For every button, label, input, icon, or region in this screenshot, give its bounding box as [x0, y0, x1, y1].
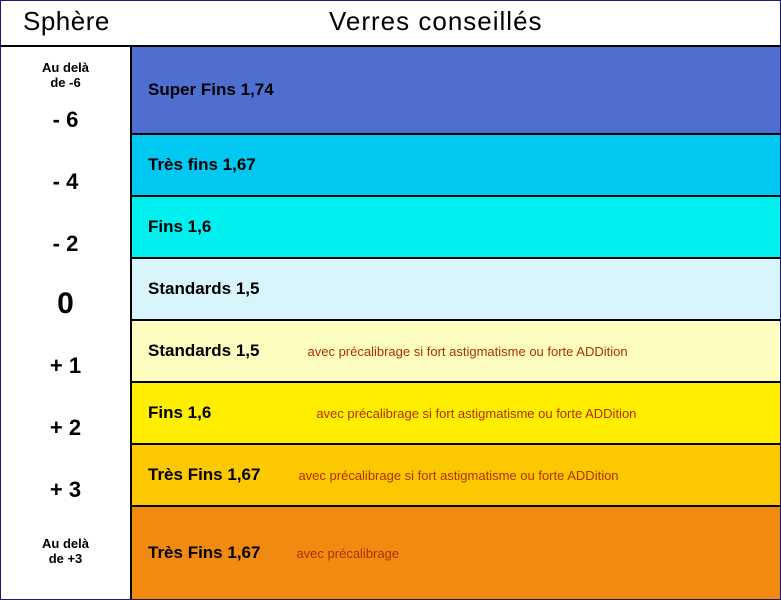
lens-row: [132, 445, 780, 507]
sphere-scale-mark: [1, 287, 130, 322]
lens-row: [132, 507, 780, 599]
sphere-scale-mark: [1, 61, 130, 91]
lens-rows-column: [132, 45, 780, 599]
lens-row-note: avec précalibrage: [296, 545, 400, 561]
sphere-scale-column: [1, 45, 132, 599]
lens-row-label: Standards 1,5: [148, 341, 260, 360]
sphere-scale-value: - 4: [52, 169, 79, 194]
sphere-scale-value: + 3: [49, 477, 82, 502]
lens-row: [132, 259, 780, 321]
sphere-scale-value: 0: [57, 287, 74, 320]
lens-row: [132, 47, 780, 135]
sphere-column-title: Sphère: [23, 6, 110, 36]
lens-row: [132, 383, 780, 445]
lens-row-note: avec précalibrage si fort astigmatisme ou forte ADDition: [307, 343, 628, 359]
lens-row-label: Fins 1,6: [148, 403, 212, 422]
sphere-scale-value: + 2: [49, 415, 82, 440]
lens-row-note: avec précalibrage si fort astigmatisme ou forte ADDition: [298, 467, 619, 483]
lens-row: [132, 321, 780, 383]
chart-body: [1, 45, 780, 599]
page-title: Verres conseillés: [329, 6, 543, 36]
lens-row-label: Très fins 1,67: [148, 155, 256, 174]
sphere-scale-value: - 2: [52, 231, 79, 256]
sphere-scale-value-second-line: de -6: [50, 74, 81, 90]
sphere-scale-mark: [1, 107, 130, 132]
sphere-scale-value: + 1: [49, 353, 82, 378]
lens-row: [132, 197, 780, 259]
lens-row-label: Super Fins 1,74: [148, 80, 274, 99]
lens-row-label: Fins 1,6: [148, 217, 212, 236]
lens-row: [132, 135, 780, 197]
sphere-scale-mark: [1, 231, 130, 256]
sphere-scale-mark: [1, 537, 130, 567]
chart-header: [1, 1, 780, 45]
sphere-scale-value-second-line: de +3: [48, 550, 83, 566]
sphere-scale-value: Au delà: [42, 536, 89, 551]
lens-row-label: Très Fins 1,67: [148, 465, 261, 484]
sphere-scale-value: Au delà: [42, 60, 89, 75]
sphere-scale-value: - 6: [52, 107, 79, 132]
sphere-scale-mark: [1, 415, 130, 440]
lens-row-label: Standards 1,5: [148, 279, 260, 298]
sphere-scale-mark: [1, 477, 130, 502]
sphere-scale-mark: [1, 169, 130, 194]
lens-row-note: avec précalibrage si fort astigmatisme ou forte ADDition: [316, 405, 637, 421]
sphere-scale-mark: [1, 353, 130, 378]
lens-row-label: Très Fins 1,67: [148, 543, 261, 562]
